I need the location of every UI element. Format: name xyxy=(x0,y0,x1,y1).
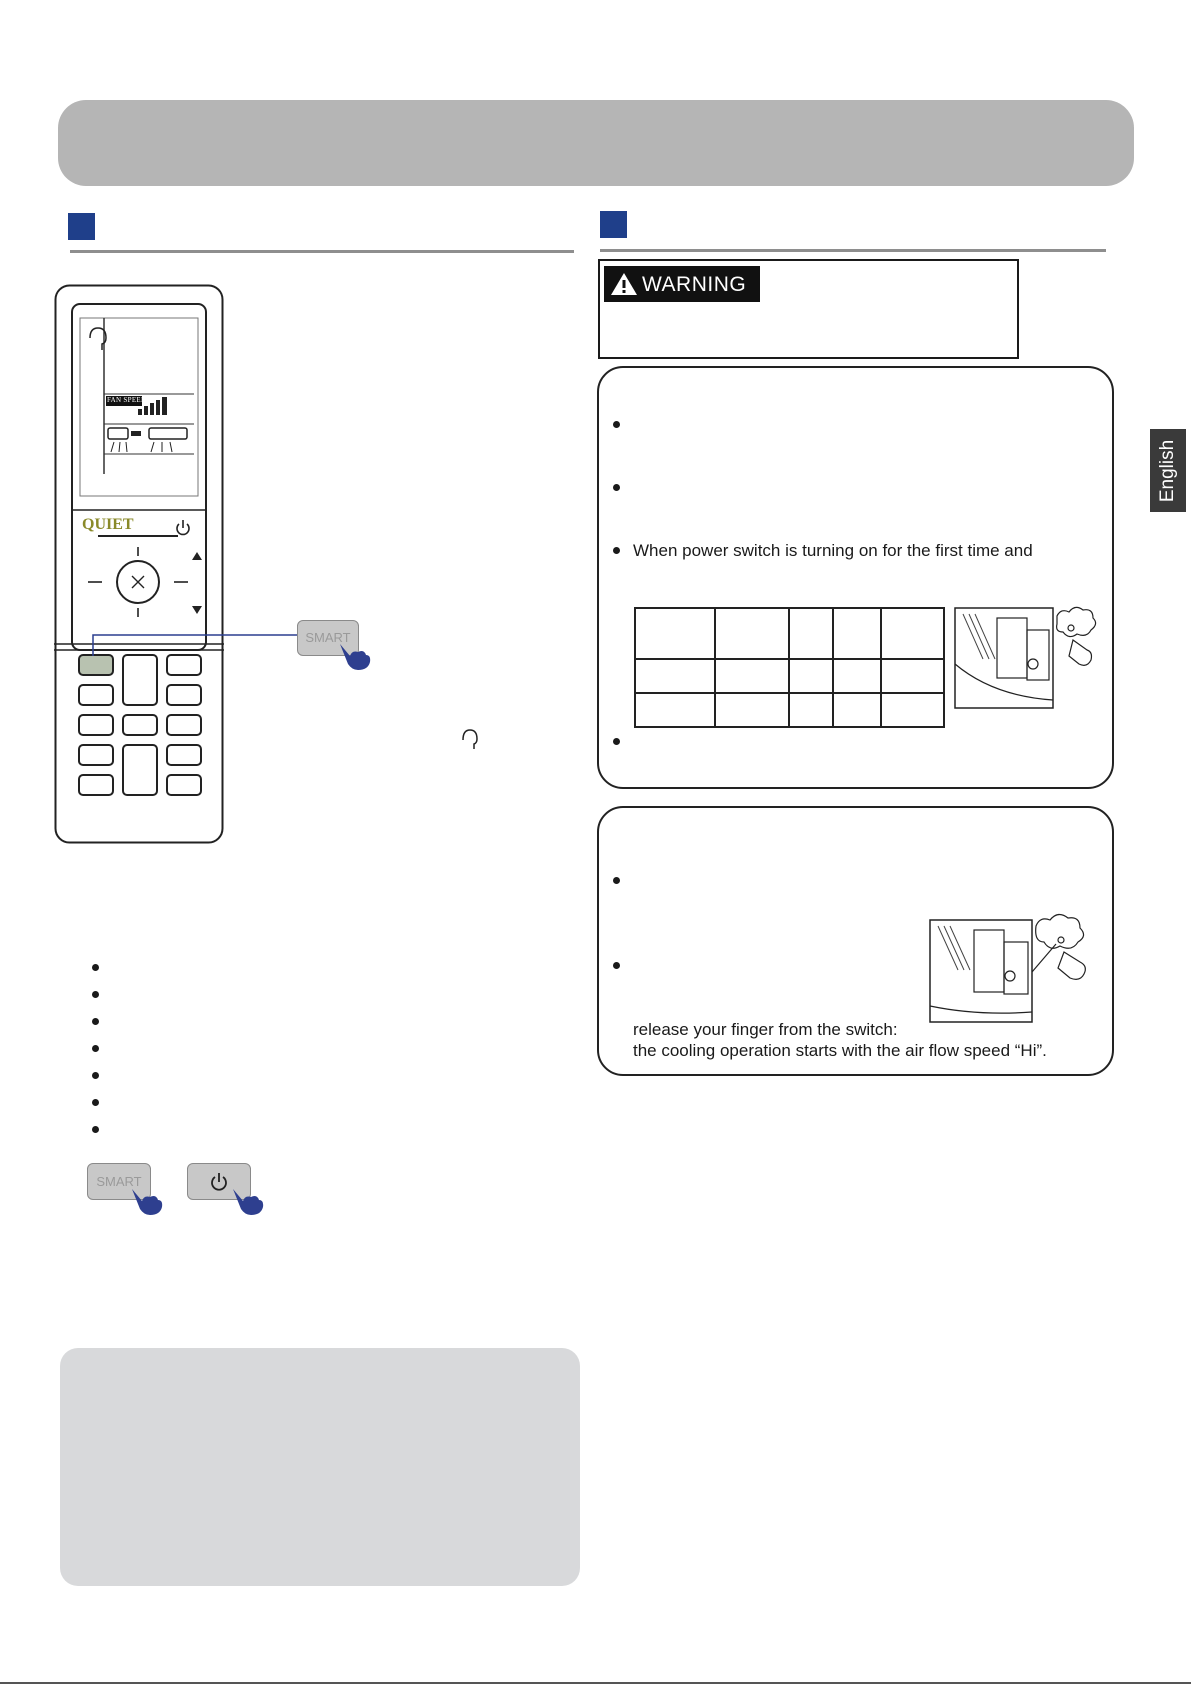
remote-key-8[interactable] xyxy=(122,744,158,796)
remote-key-7[interactable] xyxy=(78,744,114,766)
fan-speed-label: FAN SPEED xyxy=(107,396,147,404)
section-marker-left xyxy=(68,213,95,240)
smart-callout-label: SMART xyxy=(305,630,351,645)
sleep-head-icon xyxy=(458,726,482,752)
remote-key-6[interactable] xyxy=(166,714,202,736)
panel-2-line-b: the cooling operation starts with the air flow speed “Hi”. xyxy=(633,1041,1047,1060)
section-rule-left xyxy=(70,250,574,253)
table-cell xyxy=(789,659,833,693)
swing-key[interactable] xyxy=(122,654,158,706)
spec-table xyxy=(634,607,945,728)
indoor-unit-illustration xyxy=(928,912,1100,1032)
table-cell xyxy=(881,693,944,727)
page-header-band xyxy=(58,100,1134,186)
bullet-point xyxy=(92,964,99,971)
bullet-point xyxy=(613,484,620,491)
remote-key-2[interactable] xyxy=(78,684,114,706)
table-cell xyxy=(715,608,789,659)
panel-1-bullet-3-text: When power switch is turning on for the first time and xyxy=(633,541,1033,560)
table-cell xyxy=(789,608,833,659)
remote-key-4[interactable] xyxy=(78,714,114,736)
smart-callout-line xyxy=(90,630,310,660)
footer-rule xyxy=(0,1682,1191,1684)
section-rule-right xyxy=(600,249,1106,252)
table-cell xyxy=(715,693,789,727)
language-label: English xyxy=(1157,439,1178,502)
remote-key-3[interactable] xyxy=(166,684,202,706)
bullet-point xyxy=(92,1126,99,1133)
table-cell xyxy=(789,693,833,727)
bullet-point xyxy=(613,738,620,745)
bullet-point xyxy=(92,1045,99,1052)
bullet-point xyxy=(613,421,620,428)
section-marker-right xyxy=(600,211,627,238)
table-cell xyxy=(715,659,789,693)
bullet-point xyxy=(92,1099,99,1106)
remote-key-5[interactable] xyxy=(122,714,158,736)
pointing-hand-icon xyxy=(229,1185,265,1217)
bullet-point xyxy=(613,877,620,884)
remote-key-9[interactable] xyxy=(166,744,202,766)
bullet-point xyxy=(92,991,99,998)
pointing-hand-icon xyxy=(128,1185,164,1217)
language-tab[interactable] xyxy=(1150,429,1186,512)
bullet-point xyxy=(613,547,620,554)
smart-button-label: SMART xyxy=(96,1174,142,1189)
pointing-hand-icon xyxy=(336,640,372,672)
bullet-point xyxy=(92,1018,99,1025)
warning-label xyxy=(604,266,760,302)
table-cell xyxy=(833,693,881,727)
indoor-unit-illustration xyxy=(953,604,1103,718)
bullet-point xyxy=(613,962,620,969)
warning-triangle-icon xyxy=(610,272,638,296)
table-cell xyxy=(881,608,944,659)
remote-key-10[interactable] xyxy=(78,774,114,796)
panel-2-line-a: release your finger from the switch: xyxy=(633,1020,898,1039)
warning-text: WARNING xyxy=(642,273,747,296)
table-cell xyxy=(635,608,715,659)
table-cell xyxy=(635,659,715,693)
table-cell xyxy=(833,608,881,659)
quiet-label: QUIET xyxy=(82,516,134,533)
remote-key-11[interactable] xyxy=(166,774,202,796)
table-cell xyxy=(635,693,715,727)
table-cell xyxy=(833,659,881,693)
bullet-point xyxy=(92,1072,99,1079)
table-cell xyxy=(881,659,944,693)
note-box xyxy=(60,1348,580,1586)
